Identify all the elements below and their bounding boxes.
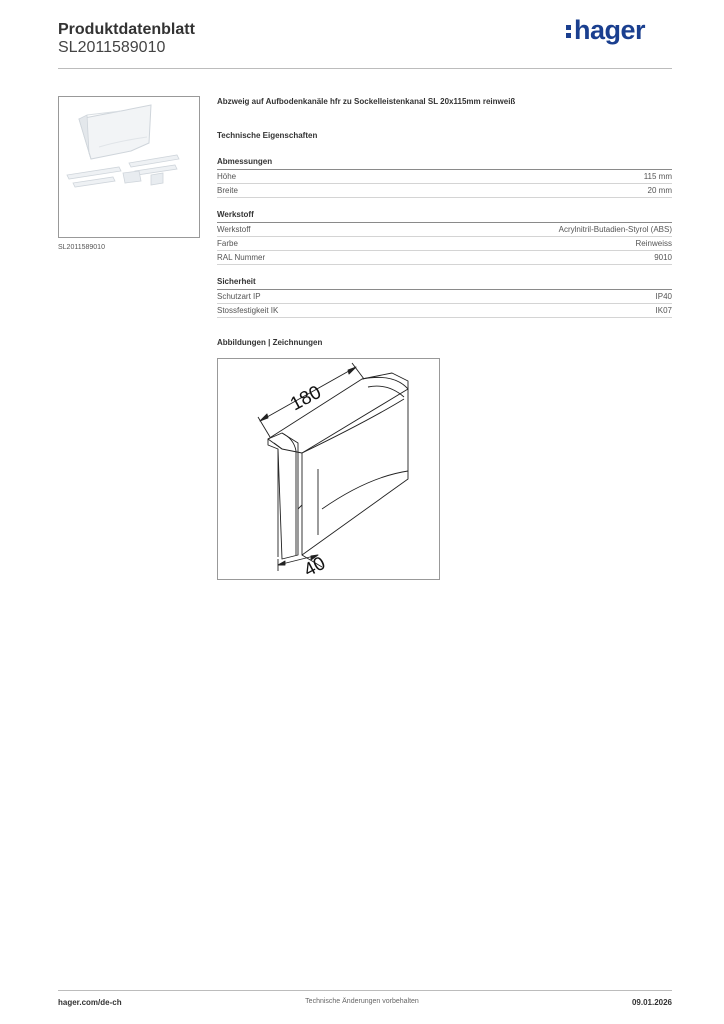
spec-label: Höhe — [217, 172, 237, 181]
spec-value: 20 mm — [647, 186, 672, 195]
article-number: SL2011589010 — [58, 39, 166, 56]
footer-date: 09.01.2026 — [631, 998, 672, 1007]
logo-dots-icon — [566, 20, 572, 40]
specs-section-title: Technische Eigenschaften — [217, 131, 318, 140]
spec-label: Breite — [217, 186, 238, 195]
spec-label: Stossfestigkeit IK — [217, 306, 279, 315]
spec-label: RAL Nummer — [217, 253, 266, 262]
header-divider — [58, 68, 672, 69]
hager-logo — [566, 15, 645, 46]
spec-label: Farbe — [217, 239, 238, 248]
logo-text: hager — [574, 15, 646, 45]
spec-row — [217, 251, 672, 265]
product-photo-icon — [59, 97, 201, 239]
drawings-section-title: Abbildungen | Zeichnungen — [217, 338, 323, 347]
product-image — [58, 96, 200, 238]
spec-row — [217, 304, 672, 318]
spec-label: Schutzart IP — [217, 292, 261, 301]
footer-divider — [58, 990, 672, 991]
dimension-length-label: 180 — [286, 381, 325, 416]
dimension-depth-label: 40 — [300, 552, 330, 581]
spec-row — [217, 170, 672, 184]
page-title: Produktdatenblatt — [58, 21, 195, 38]
spec-row — [217, 290, 672, 304]
spec-value: 9010 — [654, 253, 672, 262]
technical-drawing-icon — [218, 359, 441, 581]
technical-drawing — [217, 358, 440, 580]
spec-value: IP40 — [655, 292, 672, 301]
footer-website-link[interactable]: hager.com/de-ch — [58, 998, 122, 1007]
spec-value: Reinweiss — [635, 239, 672, 248]
spec-row — [217, 237, 672, 251]
group-heading-abmessungen: Abmessungen — [217, 156, 672, 170]
spec-value: IK07 — [655, 306, 672, 315]
spec-value: Acrylnitril-Butadien-Styrol (ABS) — [558, 225, 672, 234]
spec-row — [217, 184, 672, 198]
spec-value: 115 mm — [643, 172, 672, 181]
product-image-caption: SL2011589010 — [58, 244, 105, 251]
footer-notice: Technische Änderungen vorbehalten — [305, 998, 419, 1005]
spec-row — [217, 223, 672, 237]
spec-label: Werkstoff — [217, 225, 251, 234]
group-heading-werkstoff: Werkstoff — [217, 209, 672, 223]
group-heading-sicherheit: Sicherheit — [217, 276, 672, 290]
product-description: Abzweig auf Aufbodenkanäle hfr zu Sockelleistenkanal SL 20x115mm reinweiß — [217, 97, 516, 106]
